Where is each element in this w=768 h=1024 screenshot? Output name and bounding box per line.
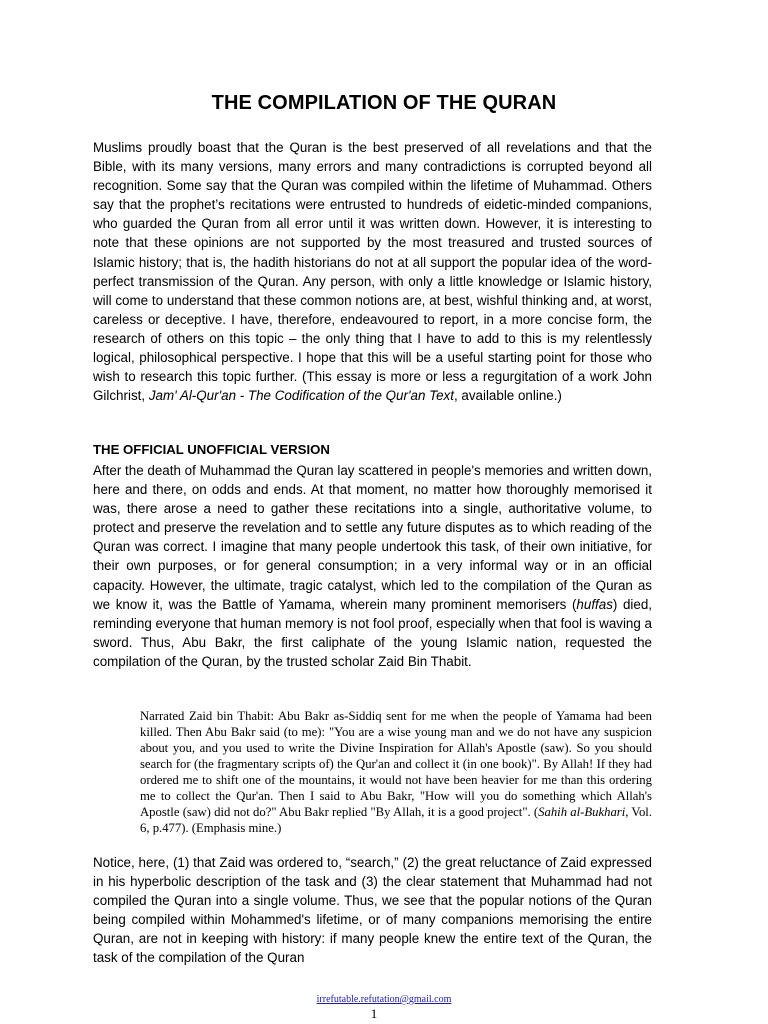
section-paragraph bbox=[93, 461, 652, 671]
citation-title: Jam' Al-Qur'an - The Codification of the Qur'an Text bbox=[148, 388, 454, 404]
section-text: After the death of Muhammad the Quran lay scattered in people's memories and written down, here and there, on odds and ends. At that moment, no matter how thoroughly memorised it was, there arose a need to gather these recitations into a single, authoritative volume, to protect and preserve the revelation and to settle any future disputes as to which reading of the Quran was correct. I imagine that many people undertook this task, of their own initiative, for their own purposes, or for general consumption; in a very informal way or in an official capacity. However, the ultimate, tragic catalyst, which led to the compilation of the Quran as we know it, was the Battle of Yamama, wherein many prominent memorisers ( bbox=[93, 463, 652, 612]
page-number: 1 bbox=[370, 1006, 378, 1021]
footer-email-link[interactable]: irrefutable.refutation@gmail.com bbox=[316, 994, 452, 1005]
intro-text: Muslims proudly boast that the Quran is the best preserved of all revelations and that the Bible, with its many versions, many errors and many contradictions is corrupted beyond all recognition. Some say that the Quran was compiled within the lifetime of Muhammad. Others say that the prophet’s recitations were entrusted to hundreds of eidetic-minded companions, who guarded the Quran from all error until it was written down. However, it is interesting to note that these opinions are not supported by the most treasured and trusted sources of Islamic history; that is, the hadith historians do not at all support the popular idea of the word-perfect transmission of the Quran. Any person, with only a little knowledge or Islamic history, will come to understand that these common notions are, at best, wishful thinking and, at worst, careless or deceptive. I have, therefore, endeavoured to report, in a more concise form, the research of others on this topic – the only thing that I have to add to this is my relentlessly logical, philosophical perspective. I hope that this will be a useful starting point for those who wish to research this topic further. (This essay is more or less a regurgitation of a work John Gilchrist, bbox=[93, 140, 652, 404]
block-quote bbox=[140, 708, 652, 836]
page-title: THE COMPILATION OF THE QURAN bbox=[211, 92, 557, 114]
section-text-end: ) died, reminding everyone that human memory is not fool proof, especially when that fool is waving a sword. Thus, Abu Bakr, the first caliphate of the young Islamic nation, requested the compilation of the Quran, by the trusted scholar Zaid Bin Thabit. bbox=[93, 596, 652, 669]
intro-text-end: , available online.) bbox=[453, 388, 562, 404]
quote-source: Sahih al-Bukhari bbox=[538, 805, 626, 819]
italic-term: huffas bbox=[576, 596, 613, 612]
quote-text-end: , Vol. 6, p.477). (Emphasis mine.) bbox=[140, 805, 652, 835]
closing-paragraph: Notice, here, (1) that Zaid was ordered to, “search,” (2) the great reluctance of Zaid expressed in his hyperbolic description of the task and (3) the clear statement that Muhammad had not compiled the Quran into a single volume. Thus, we see that the popular notions of the Quran being compiled within Mohammed's lifetime, or of many companions memorising the entire Quran, are not in keeping with history: if many people knew the entire text of the Quran, the task of the compilation of the Quran bbox=[93, 855, 652, 966]
quote-text: Narrated Zaid bin Thabit: Abu Bakr as-Siddiq sent for me when the people of Yamama had been killed. Then Abu Bakr said (to me): "You are a wise young man and we do not have any suspicion about you, and you used to write the Divine Inspiration for Allah's Apostle (saw). So you should search for (the fragmentary scripts of) the Qur'an and collect it (in one book)". By Allah! If they had ordered me to shift one of the mountains, it would not have been heavier for me than this ordering me to collect the Qur'an. Then I said to Abu Bakr, "How will you do something which Allah's Apostle (saw) did not do?" Abu Bakr replied "By Allah, it is a good project". ( bbox=[140, 709, 652, 819]
intro-paragraph bbox=[93, 138, 652, 405]
section-heading: THE OFFICIAL UNOFFICIAL VERSION bbox=[93, 442, 330, 457]
